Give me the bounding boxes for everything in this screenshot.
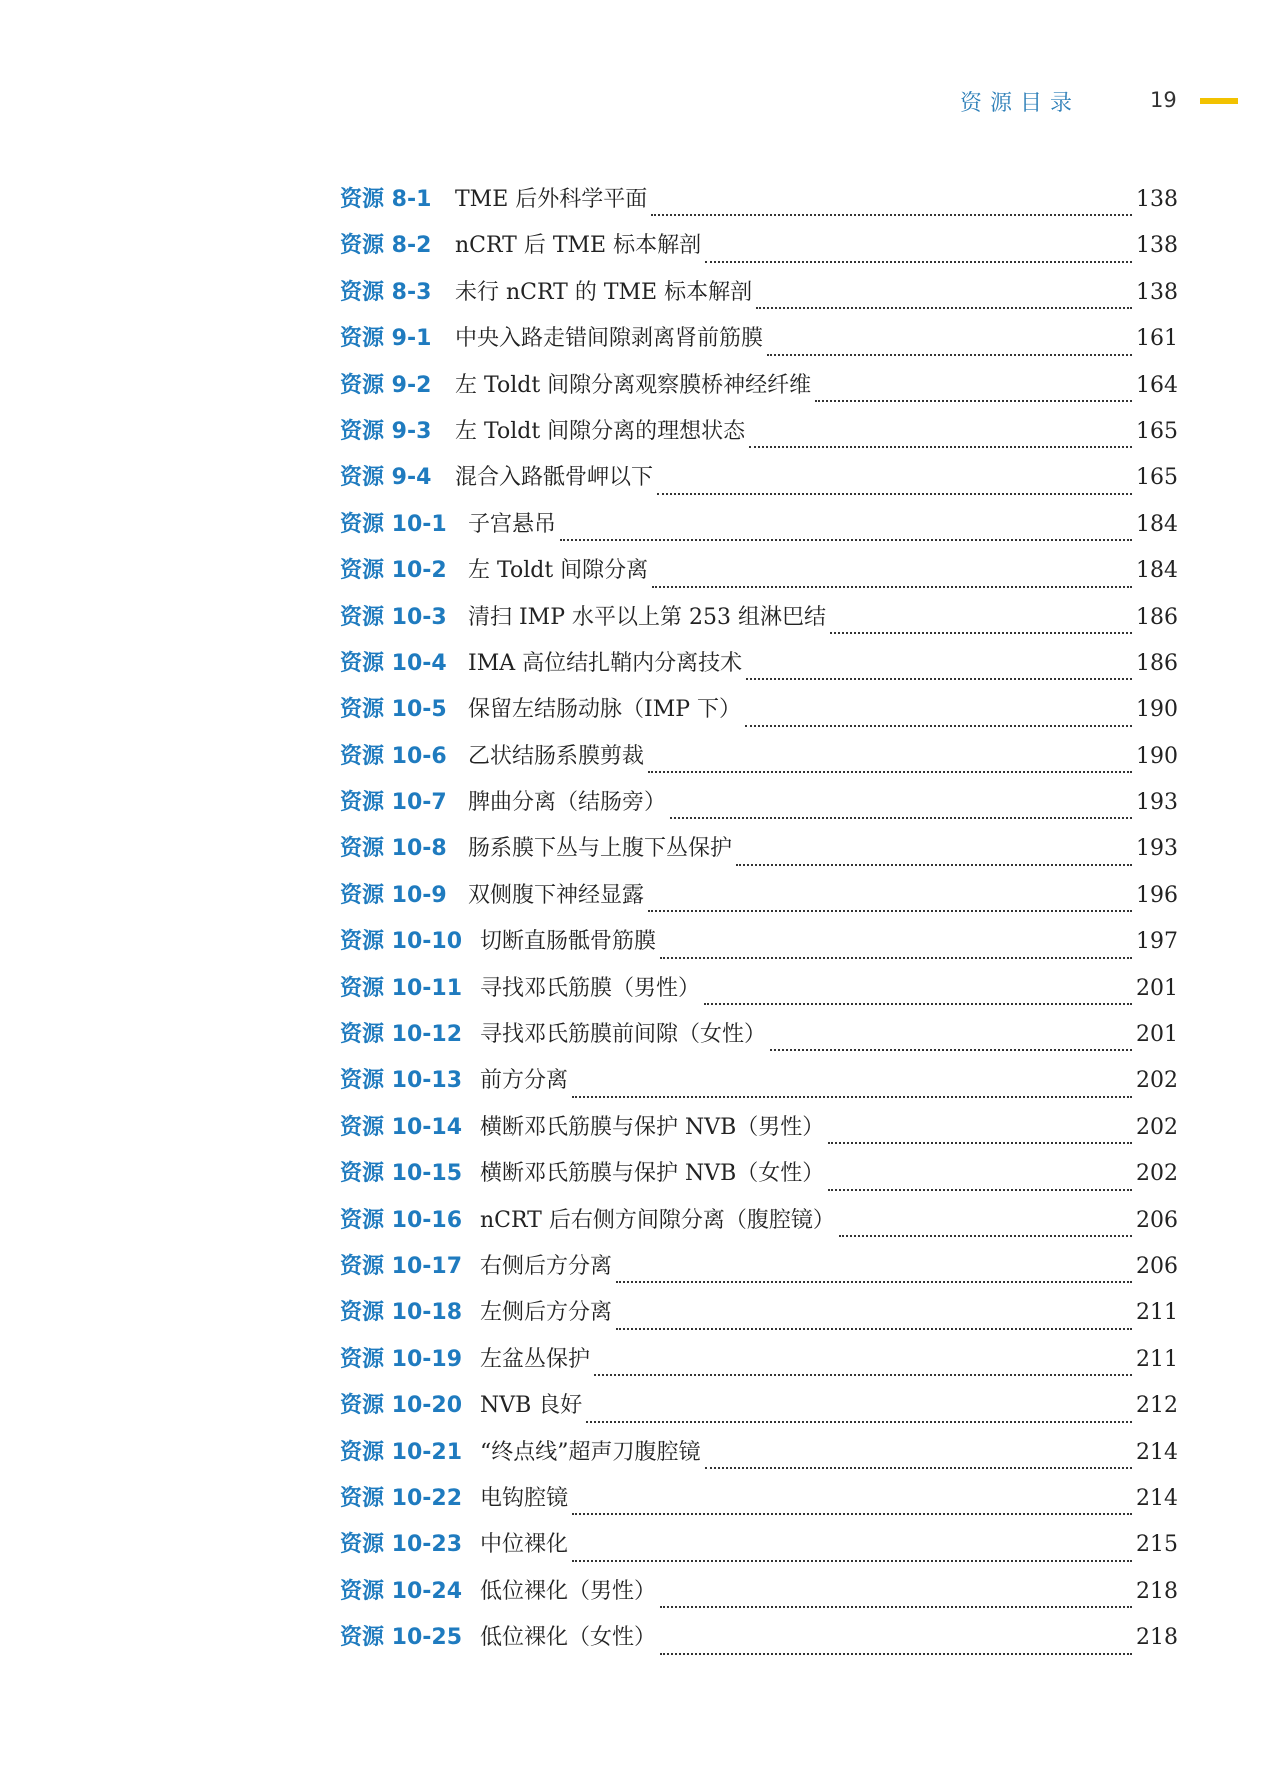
page-number: 19 bbox=[1150, 88, 1177, 112]
toc-entry[interactable] bbox=[340, 275, 1178, 321]
toc-entry-label: 资源 10-9 bbox=[340, 882, 447, 908]
toc-entry[interactable] bbox=[340, 182, 1178, 228]
toc-entry-label: 资源 10-4 bbox=[340, 650, 447, 676]
toc-entry-label: 资源 10-3 bbox=[340, 604, 447, 630]
toc-entry[interactable] bbox=[340, 460, 1178, 506]
toc-entry-title: nCRT 后右侧方间隙分离（腹腔镜） bbox=[480, 1207, 835, 1233]
toc-entry-page-number: 165 bbox=[1136, 465, 1178, 491]
toc-entry-page-number: 211 bbox=[1136, 1300, 1178, 1326]
toc-entry-title: “终点线”超声刀腹腔镜 bbox=[480, 1439, 701, 1465]
toc-entry-page-number: 214 bbox=[1136, 1439, 1178, 1465]
toc-entry-title: NVB 良好 bbox=[480, 1393, 583, 1419]
toc-entry-label: 资源 9-1 bbox=[340, 326, 432, 352]
toc-entry-label: 资源 10-19 bbox=[340, 1346, 463, 1372]
toc-entry-label: 资源 10-2 bbox=[340, 558, 447, 584]
toc-entry-label: 资源 10-18 bbox=[340, 1300, 463, 1326]
toc-entry-label: 资源 10-23 bbox=[340, 1532, 463, 1558]
toc-entry-page-number: 218 bbox=[1136, 1578, 1178, 1604]
toc-entry-title: 左 Toldt 间隙分离的理想状态 bbox=[455, 418, 746, 444]
toc-entry[interactable] bbox=[340, 507, 1178, 553]
toc-entry-page-number: 186 bbox=[1136, 650, 1178, 676]
toc-entry-page-number: 190 bbox=[1136, 743, 1178, 769]
toc-entry-label: 资源 8-1 bbox=[340, 187, 432, 212]
toc-entry-title: 混合入路骶骨岬以下 bbox=[455, 465, 654, 491]
toc-entry-page-number: 193 bbox=[1136, 790, 1178, 816]
toc-entry[interactable] bbox=[340, 1156, 1178, 1202]
toc-entry-page-number: 196 bbox=[1136, 882, 1178, 908]
dot-leader bbox=[705, 1466, 1133, 1469]
dot-leader bbox=[670, 816, 1132, 819]
toc-entry[interactable] bbox=[340, 878, 1178, 924]
toc-entry-title: 乙状结肠系膜剪裁 bbox=[468, 743, 645, 769]
dot-leader bbox=[572, 1512, 1132, 1515]
toc-entry-title: IMA 高位结扎鞘内分离技术 bbox=[468, 650, 743, 676]
toc-entry[interactable] bbox=[340, 1203, 1178, 1249]
toc-entry-title: 脾曲分离（结肠旁） bbox=[468, 790, 667, 816]
toc-entry-title: 肠系膜下丛与上腹下丛保护 bbox=[468, 836, 733, 862]
toc-entry-page-number: 164 bbox=[1136, 372, 1178, 398]
toc-entry[interactable] bbox=[340, 553, 1178, 599]
dot-leader bbox=[770, 1048, 1132, 1051]
toc-entry[interactable] bbox=[340, 1388, 1178, 1434]
toc-entry-page-number: 138 bbox=[1136, 233, 1178, 259]
toc-entry-title: 寻找邓氏筋膜（男性） bbox=[480, 975, 701, 1001]
toc-entry-title: 横断邓氏筋膜与保护 NVB（男性） bbox=[480, 1114, 825, 1140]
toc-entry-label: 资源 8-3 bbox=[340, 279, 432, 305]
toc-entry-page-number: 190 bbox=[1136, 697, 1178, 723]
dot-leader bbox=[839, 1234, 1132, 1237]
toc-entry-title: 前方分离 bbox=[480, 1068, 569, 1094]
toc-entry-page-number: 206 bbox=[1136, 1253, 1178, 1279]
toc-entry[interactable] bbox=[340, 1017, 1178, 1063]
toc-entry-label: 资源 10-16 bbox=[340, 1207, 463, 1233]
dot-leader bbox=[594, 1373, 1132, 1376]
toc-entry-title: 双侧腹下神经显露 bbox=[468, 882, 645, 908]
toc-entry-page-number: 184 bbox=[1136, 558, 1178, 584]
dot-leader bbox=[828, 1141, 1132, 1144]
dot-leader bbox=[736, 863, 1132, 866]
toc-entry-label: 资源 10-6 bbox=[340, 743, 447, 769]
toc-entry-page-number: 186 bbox=[1136, 604, 1178, 630]
toc-entry-label: 资源 9-2 bbox=[340, 372, 432, 398]
toc-entry-label: 资源 8-2 bbox=[340, 233, 432, 259]
toc-entry-title: 左盆丛保护 bbox=[480, 1346, 591, 1372]
toc-entry-page-number: 201 bbox=[1136, 1022, 1178, 1048]
dot-leader bbox=[705, 260, 1132, 263]
toc-entry-label: 资源 10-13 bbox=[340, 1068, 463, 1094]
toc-entry[interactable] bbox=[340, 600, 1178, 646]
toc-entry[interactable] bbox=[340, 785, 1178, 831]
toc-entry[interactable] bbox=[340, 228, 1178, 274]
toc-entry-page-number: 138 bbox=[1136, 187, 1178, 212]
toc-entry[interactable] bbox=[340, 1342, 1178, 1388]
toc-entry-label: 资源 9-4 bbox=[340, 465, 432, 491]
dot-leader bbox=[586, 1420, 1132, 1423]
toc-entry[interactable] bbox=[340, 1574, 1178, 1620]
toc-entry[interactable] bbox=[340, 321, 1178, 367]
toc-entry-label: 资源 10-11 bbox=[340, 975, 463, 1001]
dot-leader bbox=[746, 677, 1132, 680]
toc-entry-title: 右侧后方分离 bbox=[480, 1253, 613, 1279]
toc-entry-label: 资源 10-22 bbox=[340, 1485, 463, 1511]
toc-entry-page-number: 218 bbox=[1136, 1625, 1178, 1651]
dot-leader bbox=[651, 213, 1132, 216]
toc-entry-page-number: 193 bbox=[1136, 836, 1178, 862]
toc-entry-label: 资源 10-5 bbox=[340, 697, 447, 723]
toc-entry-label: 资源 10-8 bbox=[340, 836, 447, 862]
toc-entry-page-number: 184 bbox=[1136, 511, 1178, 537]
toc-entry-title: TME 后外科学平面 bbox=[455, 187, 648, 212]
toc-entry-page-number: 212 bbox=[1136, 1393, 1178, 1419]
dot-leader bbox=[767, 353, 1132, 356]
dot-leader bbox=[572, 1095, 1132, 1098]
toc-entry-page-number: 161 bbox=[1136, 326, 1178, 352]
toc-entry-title: 中央入路走错间隙剥离肾前筋膜 bbox=[455, 326, 764, 352]
toc-entry[interactable] bbox=[340, 1527, 1178, 1573]
toc-entry-page-number: 211 bbox=[1136, 1346, 1178, 1372]
toc-entry-title: 低位裸化（男性） bbox=[480, 1578, 657, 1604]
toc-entry-page-number: 138 bbox=[1136, 279, 1178, 305]
dot-leader bbox=[572, 1559, 1132, 1562]
toc-entry-title: nCRT 后 TME 标本解剖 bbox=[455, 233, 702, 259]
toc-entry[interactable] bbox=[340, 1063, 1178, 1109]
toc-entry[interactable] bbox=[340, 692, 1178, 738]
toc-entry[interactable] bbox=[340, 1249, 1178, 1295]
dot-leader bbox=[745, 724, 1132, 727]
toc-entry[interactable] bbox=[340, 739, 1178, 785]
toc-entry-page-number: 215 bbox=[1136, 1532, 1178, 1558]
toc-entry[interactable] bbox=[340, 1481, 1178, 1527]
dot-leader bbox=[657, 492, 1132, 495]
dot-leader bbox=[756, 306, 1132, 309]
dot-leader bbox=[830, 631, 1132, 634]
dot-leader bbox=[560, 538, 1132, 541]
resource-toc-list bbox=[340, 182, 1178, 1667]
toc-entry-page-number: 202 bbox=[1136, 1114, 1178, 1140]
toc-entry-label: 资源 10-7 bbox=[340, 790, 447, 816]
toc-entry-title: 低位裸化（女性） bbox=[480, 1625, 657, 1651]
toc-entry-title: 子宫悬吊 bbox=[468, 511, 557, 537]
dot-leader bbox=[652, 585, 1132, 588]
toc-entry[interactable] bbox=[340, 1435, 1178, 1481]
toc-entry-page-number: 165 bbox=[1136, 418, 1178, 444]
toc-entry[interactable] bbox=[340, 971, 1178, 1017]
page-header-title: 资源目录 bbox=[960, 91, 1081, 116]
toc-entry-title: 中位裸化 bbox=[480, 1532, 569, 1558]
toc-entry-page-number: 202 bbox=[1136, 1068, 1178, 1094]
dot-leader bbox=[704, 1002, 1132, 1005]
toc-entry-title: 寻找邓氏筋膜前间隙（女性） bbox=[480, 1022, 767, 1048]
toc-entry-title: 保留左结肠动脉（IMP 下） bbox=[468, 697, 742, 723]
toc-entry[interactable] bbox=[340, 924, 1178, 970]
dot-leader bbox=[616, 1327, 1132, 1330]
dot-leader bbox=[815, 399, 1132, 402]
toc-entry-label: 资源 10-24 bbox=[340, 1578, 463, 1604]
toc-entry-label: 资源 10-1 bbox=[340, 511, 447, 537]
toc-entry-title: 未行 nCRT 的 TME 标本解剖 bbox=[455, 279, 753, 305]
toc-entry-label: 资源 10-25 bbox=[340, 1625, 463, 1651]
toc-entry[interactable] bbox=[340, 368, 1178, 414]
dot-leader bbox=[616, 1280, 1132, 1283]
toc-entry[interactable] bbox=[340, 646, 1178, 692]
dot-leader bbox=[648, 770, 1132, 773]
toc-entry[interactable] bbox=[340, 1295, 1178, 1341]
toc-entry-page-number: 201 bbox=[1136, 975, 1178, 1001]
toc-entry-label: 资源 10-21 bbox=[340, 1439, 463, 1465]
dot-leader bbox=[660, 1652, 1132, 1655]
dot-leader bbox=[660, 956, 1132, 959]
toc-entry-title: 电钩腔镜 bbox=[480, 1485, 569, 1511]
toc-entry-title: 左侧后方分离 bbox=[480, 1300, 613, 1326]
accent-bar bbox=[1200, 98, 1238, 104]
dot-leader bbox=[648, 909, 1132, 912]
toc-entry-label: 资源 10-10 bbox=[340, 929, 463, 955]
toc-entry-label: 资源 9-3 bbox=[340, 418, 432, 444]
toc-entry-title: 横断邓氏筋膜与保护 NVB（女性） bbox=[480, 1161, 825, 1187]
toc-entry[interactable] bbox=[340, 414, 1178, 460]
toc-entry-label: 资源 10-12 bbox=[340, 1022, 463, 1048]
toc-entry-label: 资源 10-20 bbox=[340, 1393, 463, 1419]
toc-entry-page-number: 206 bbox=[1136, 1207, 1178, 1233]
dot-leader bbox=[660, 1605, 1132, 1608]
toc-entry-title: 左 Toldt 间隙分离 bbox=[468, 558, 649, 584]
toc-entry-title: 左 Toldt 间隙分离观察膜桥神经纤维 bbox=[455, 372, 812, 398]
toc-entry-page-number: 202 bbox=[1136, 1161, 1178, 1187]
toc-entry-label: 资源 10-17 bbox=[340, 1253, 463, 1279]
toc-entry-page-number: 197 bbox=[1136, 929, 1178, 955]
toc-entry-title: 清扫 IMP 水平以上第 253 组淋巴结 bbox=[468, 604, 826, 630]
toc-entry-label: 资源 10-14 bbox=[340, 1114, 463, 1140]
page-header bbox=[0, 82, 1280, 118]
toc-entry-page-number: 214 bbox=[1136, 1485, 1178, 1511]
dot-leader bbox=[828, 1188, 1132, 1191]
toc-entry-title: 切断直肠骶骨筋膜 bbox=[480, 929, 657, 955]
toc-entry[interactable] bbox=[340, 831, 1178, 877]
dot-leader bbox=[749, 445, 1132, 448]
toc-entry[interactable] bbox=[340, 1110, 1178, 1156]
toc-entry[interactable] bbox=[340, 1620, 1178, 1666]
toc-entry-label: 资源 10-15 bbox=[340, 1161, 463, 1187]
